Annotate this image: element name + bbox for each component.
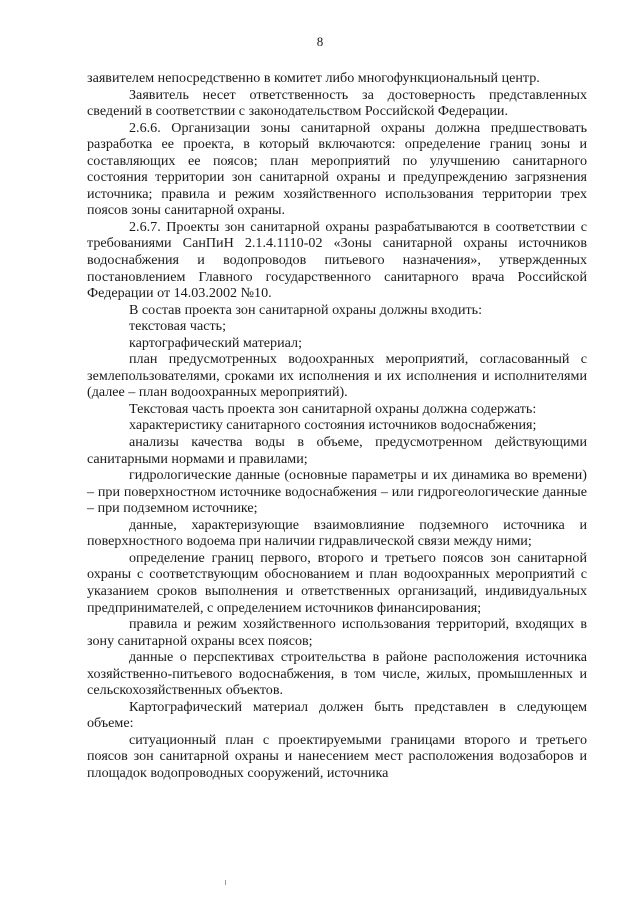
paragraph: текстовая часть; [129,318,227,335]
paragraph: картографический материал; [129,334,302,351]
document-body [87,70,587,782]
paragraph: 2.6.6. Организации зоны санитарной охраны должна предшествовать разработка ее проекта, в который включаются: определение границ зоны и составляющих ее поясов; план мероприятий по улучшению санитарного состояния территории зон санитарной охраны и предупреждению загрязнения источника; правила и режим хозяйственного использования территории трех поясов зоны санитарной охраны. [87,119,587,219]
paragraph: Текстовая часть проекта зон санитарной охраны должна содержать: [129,400,537,417]
scan-mark [225,880,226,885]
paragraph: гидрологические данные (основные параметры и их динамика во времени) – при поверхностном источнике водоснабжения – или гидрогеологические данные – при подземном источнике; [87,467,587,517]
paragraph: Картографический материал должен быть представлен в следующем объеме: [87,698,587,732]
paragraph: правила и режим хозяйственного использования территорий, входящих в зону санитарной охраны всех поясов; [87,616,587,649]
paragraph: В состав проекта зон санитарной охраны должны входить: [129,301,483,318]
paragraph: 2.6.7. Проекты зон санитарной охраны разрабатываются в соответствии с требованиями СанПиН 2.1.4.1110-02 «Зоны санитарной охраны источников водоснабжения и водопроводов питьевого назначения», утвержденных постановлением Главного государственного санитарного врача Российской Федерации от 14.03.2002 №10. [87,218,587,302]
paragraph: Заявитель несет ответственность за достоверность представленных сведений в соответствии с законодательством Российской Федерации. [87,86,587,120]
paragraph: данные о перспективах строительства в районе расположения источника хозяйственно-питьевого водоснабжения, в том числе, жилых, промышленных и сельскохозяйственных объектов. [87,649,587,699]
paragraph: ситуационный план с проектируемыми границами второго и третьего поясов зон санитарной охраны и нанесением мест расположения водозаборов и площадок водопроводных сооружений, источника [87,731,587,781]
paragraph: план предусмотренных водоохранных мероприятий, согласованный с землепользователями, сроками их исполнения и их исполнения и исполнителями (далее – план водоохранных мероприятий). [87,351,587,401]
paragraph: характеристику санитарного состояния источников водоснабжения; [129,417,537,434]
page-number: 8 [316,34,324,49]
paragraph: данные, характеризующие взаимовлияние подземного источника и поверхностного водоема при наличии гидравлической связи между ними; [87,516,587,550]
paragraph: анализы качества воды в объеме, предусмотренном действующими санитарными нормами и правилами; [87,434,587,467]
paragraph: определение границ первого, второго и третьего поясов зон санитарной охраны с соответствующим обоснованием и план водоохранных мероприятий с указанием сроков выполнения и ответственных организаций, индивидуальных предпринимателей, с определением источников финансирования; [87,549,587,616]
paragraph: заявителем непосредственно в комитет либо многофункциональный центр. [87,70,540,86]
